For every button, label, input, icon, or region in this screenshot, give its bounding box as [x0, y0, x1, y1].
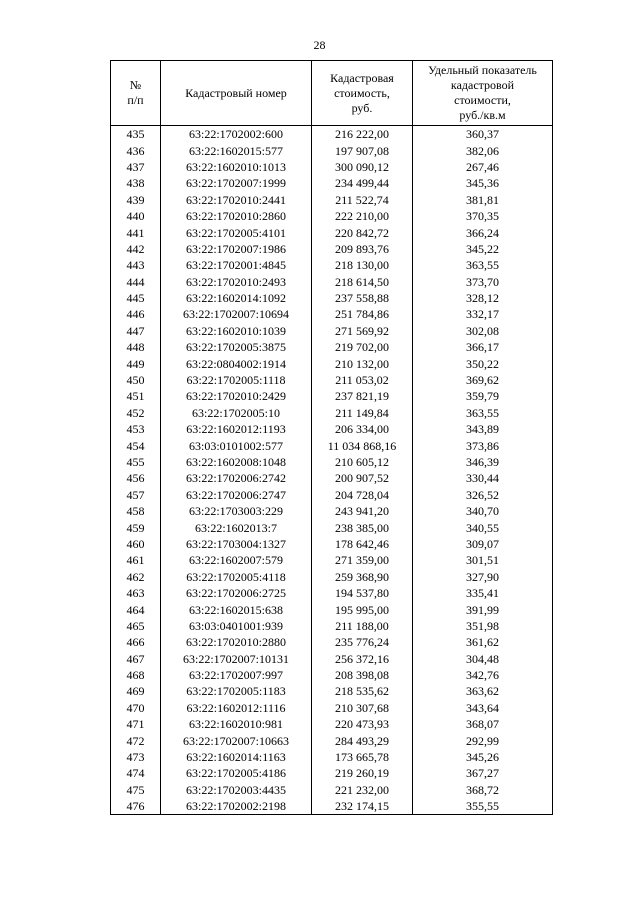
- cell-specific-indicator: 301,51: [413, 552, 553, 568]
- cell-cadastral-cost: 11 034 868,16: [312, 437, 413, 453]
- cell-number: 436: [111, 142, 161, 158]
- cell-specific-indicator: 391,99: [413, 601, 553, 617]
- header-row: [111, 61, 553, 126]
- cell-specific-indicator: 373,86: [413, 437, 553, 453]
- cell-specific-indicator: 332,17: [413, 306, 553, 322]
- cell-specific-indicator: 350,22: [413, 355, 553, 371]
- table-row: [111, 175, 553, 191]
- table-row: [111, 355, 553, 371]
- table-row: [111, 257, 553, 273]
- cell-specific-indicator: 335,41: [413, 585, 553, 601]
- cell-specific-indicator: 345,36: [413, 175, 553, 191]
- cell-cadastral-cost: 197 907,08: [312, 142, 413, 158]
- cell-specific-indicator: 382,06: [413, 142, 553, 158]
- cell-cadastral-number: 63:22:1702006:2725: [161, 585, 312, 601]
- cell-number: 464: [111, 601, 161, 617]
- cell-cadastral-cost: 211 522,74: [312, 192, 413, 208]
- table-row: [111, 683, 553, 699]
- cell-specific-indicator: 351,98: [413, 618, 553, 634]
- cell-specific-indicator: 302,08: [413, 323, 553, 339]
- table-row: [111, 618, 553, 634]
- table-row: [111, 782, 553, 798]
- cell-cadastral-number: 63:22:0804002:1914: [161, 355, 312, 371]
- cell-cadastral-cost: 178 642,46: [312, 536, 413, 552]
- cell-number: 460: [111, 536, 161, 552]
- cell-cadastral-cost: 210 605,12: [312, 454, 413, 470]
- cell-number: 463: [111, 585, 161, 601]
- cell-cadastral-cost: 204 728,04: [312, 487, 413, 503]
- cell-specific-indicator: 368,07: [413, 716, 553, 732]
- cell-cadastral-cost: 220 473,93: [312, 716, 413, 732]
- cell-cadastral-cost: 271 569,92: [312, 323, 413, 339]
- cell-specific-indicator: 330,44: [413, 470, 553, 486]
- table-row: [111, 388, 553, 404]
- cell-number: 473: [111, 749, 161, 765]
- cell-cadastral-number: 63:22:1702010:2860: [161, 208, 312, 224]
- cell-specific-indicator: 361,62: [413, 634, 553, 650]
- table-row: [111, 601, 553, 617]
- cell-number: 449: [111, 355, 161, 371]
- cell-cadastral-cost: 234 499,44: [312, 175, 413, 191]
- table-row: [111, 323, 553, 339]
- cell-number: 459: [111, 519, 161, 535]
- cell-number: 439: [111, 192, 161, 208]
- cell-number: 469: [111, 683, 161, 699]
- cell-number: 454: [111, 437, 161, 453]
- cell-cadastral-cost: 218 130,00: [312, 257, 413, 273]
- table-row: [111, 454, 553, 470]
- cell-number: 451: [111, 388, 161, 404]
- cell-cadastral-cost: 237 558,88: [312, 290, 413, 306]
- cell-cadastral-cost: 200 907,52: [312, 470, 413, 486]
- cell-cadastral-number: 63:22:1602015:577: [161, 142, 312, 158]
- cell-cadastral-cost: 284 493,29: [312, 732, 413, 748]
- cell-cadastral-number: 63:22:1702005:4118: [161, 569, 312, 585]
- cell-cadastral-cost: 195 995,00: [312, 601, 413, 617]
- table-row: [111, 224, 553, 240]
- cell-number: 442: [111, 241, 161, 257]
- cadastral-table: [110, 60, 553, 815]
- cell-cadastral-number: 63:22:1702007:10694: [161, 306, 312, 322]
- cell-number: 445: [111, 290, 161, 306]
- cell-cadastral-cost: 211 053,02: [312, 372, 413, 388]
- cell-cadastral-cost: 173 665,78: [312, 749, 413, 765]
- cell-number: 438: [111, 175, 161, 191]
- cell-number: 453: [111, 421, 161, 437]
- cell-specific-indicator: 326,52: [413, 487, 553, 503]
- cell-cadastral-cost: 221 232,00: [312, 782, 413, 798]
- cell-number: 448: [111, 339, 161, 355]
- table-row: [111, 405, 553, 421]
- cell-specific-indicator: 359,79: [413, 388, 553, 404]
- table-row: [111, 274, 553, 290]
- cell-cadastral-number: 63:22:1702007:10131: [161, 651, 312, 667]
- cell-specific-indicator: 366,17: [413, 339, 553, 355]
- cell-specific-indicator: 304,48: [413, 651, 553, 667]
- cell-cadastral-number: 63:22:1702006:2742: [161, 470, 312, 486]
- table-header: [111, 61, 553, 126]
- cell-specific-indicator: 363,55: [413, 257, 553, 273]
- cell-cadastral-number: 63:22:1702005:1183: [161, 683, 312, 699]
- cell-cadastral-cost: 194 537,80: [312, 585, 413, 601]
- cell-number: 456: [111, 470, 161, 486]
- cell-cadastral-cost: 259 368,90: [312, 569, 413, 585]
- cell-cadastral-cost: 211 149,84: [312, 405, 413, 421]
- cell-specific-indicator: 340,70: [413, 503, 553, 519]
- table-row: [111, 192, 553, 208]
- cell-cadastral-number: 63:22:1703004:1327: [161, 536, 312, 552]
- cell-specific-indicator: 346,39: [413, 454, 553, 470]
- cell-cadastral-number: 63:22:1702007:997: [161, 667, 312, 683]
- table-row: [111, 306, 553, 322]
- cell-cadastral-number: 63:22:1602007:579: [161, 552, 312, 568]
- cell-cadastral-cost: 208 398,08: [312, 667, 413, 683]
- cell-number: 472: [111, 732, 161, 748]
- cell-cadastral-cost: 238 385,00: [312, 519, 413, 535]
- cell-number: 462: [111, 569, 161, 585]
- table-row: [111, 487, 553, 503]
- cell-cadastral-number: 63:22:1702007:10663: [161, 732, 312, 748]
- cell-cadastral-number: 63:22:1702001:4845: [161, 257, 312, 273]
- cell-specific-indicator: 370,35: [413, 208, 553, 224]
- table-row: [111, 536, 553, 552]
- cell-cadastral-number: 63:03:0101002:577: [161, 437, 312, 453]
- cell-cadastral-number: 63:22:1602013:7: [161, 519, 312, 535]
- table-row: [111, 290, 553, 306]
- cell-cadastral-cost: 211 188,00: [312, 618, 413, 634]
- cell-cadastral-cost: 251 784,86: [312, 306, 413, 322]
- table-row: [111, 126, 553, 143]
- cell-cadastral-number: 63:22:1602014:1163: [161, 749, 312, 765]
- cell-cadastral-cost: 243 941,20: [312, 503, 413, 519]
- table-row: [111, 503, 553, 519]
- cell-specific-indicator: 368,72: [413, 782, 553, 798]
- cell-cadastral-cost: 219 702,00: [312, 339, 413, 355]
- cell-cadastral-number: 63:22:1702005:4186: [161, 765, 312, 781]
- cell-cadastral-cost: 219 260,19: [312, 765, 413, 781]
- cell-specific-indicator: 267,46: [413, 159, 553, 175]
- cell-cadastral-number: 63:22:1702005:3875: [161, 339, 312, 355]
- cell-cadastral-number: 63:22:1702005:10: [161, 405, 312, 421]
- cell-cadastral-number: 63:22:1602012:1116: [161, 700, 312, 716]
- cell-specific-indicator: 367,27: [413, 765, 553, 781]
- cell-cadastral-number: 63:22:1702003:4435: [161, 782, 312, 798]
- cell-number: 435: [111, 126, 161, 143]
- table-row: [111, 667, 553, 683]
- cell-cadastral-number: 63:22:1602010:1013: [161, 159, 312, 175]
- cell-cadastral-number: 63:22:1702010:2441: [161, 192, 312, 208]
- cell-cadastral-number: 63:03:0401001:939: [161, 618, 312, 634]
- cell-number: 467: [111, 651, 161, 667]
- cell-cadastral-cost: 232 174,15: [312, 798, 413, 815]
- cell-cadastral-number: 63:22:1703003:229: [161, 503, 312, 519]
- cell-cadastral-cost: 300 090,12: [312, 159, 413, 175]
- cell-cadastral-number: 63:22:1602015:638: [161, 601, 312, 617]
- cell-specific-indicator: 373,70: [413, 274, 553, 290]
- cell-specific-indicator: 327,90: [413, 569, 553, 585]
- cell-cadastral-number: 63:22:1702002:2198: [161, 798, 312, 815]
- cell-cadastral-number: 63:22:1702010:2429: [161, 388, 312, 404]
- cell-cadastral-number: 63:22:1702005:1118: [161, 372, 312, 388]
- cell-cadastral-cost: 220 842,72: [312, 224, 413, 240]
- table-row: [111, 519, 553, 535]
- cell-number: 475: [111, 782, 161, 798]
- cell-number: 440: [111, 208, 161, 224]
- table-row: [111, 142, 553, 158]
- cell-cadastral-cost: 235 776,24: [312, 634, 413, 650]
- table-row: [111, 732, 553, 748]
- table-row: [111, 552, 553, 568]
- table-row: [111, 208, 553, 224]
- header-cadastral-number: Кадастровый номер: [161, 61, 312, 126]
- table-row: [111, 749, 553, 765]
- cell-number: 476: [111, 798, 161, 815]
- cell-cadastral-cost: 210 132,00: [312, 355, 413, 371]
- cell-number: 474: [111, 765, 161, 781]
- cell-cadastral-number: 63:22:1702010:2880: [161, 634, 312, 650]
- cell-cadastral-cost: 210 307,68: [312, 700, 413, 716]
- cell-specific-indicator: 360,37: [413, 126, 553, 143]
- cell-cadastral-number: 63:22:1702005:4101: [161, 224, 312, 240]
- cell-specific-indicator: 381,81: [413, 192, 553, 208]
- cell-specific-indicator: 355,55: [413, 798, 553, 815]
- cell-number: 457: [111, 487, 161, 503]
- cell-number: 461: [111, 552, 161, 568]
- cell-cadastral-cost: 216 222,00: [312, 126, 413, 143]
- header-cadastral-cost: Кадастровая стоимость, руб.: [312, 61, 413, 126]
- cell-specific-indicator: 363,62: [413, 683, 553, 699]
- cell-number: 447: [111, 323, 161, 339]
- cell-cadastral-number: 63:22:1702007:1986: [161, 241, 312, 257]
- cell-specific-indicator: 366,24: [413, 224, 553, 240]
- cell-cadastral-number: 63:22:1602008:1048: [161, 454, 312, 470]
- cell-cadastral-number: 63:22:1702007:1999: [161, 175, 312, 191]
- cell-specific-indicator: 345,26: [413, 749, 553, 765]
- cell-specific-indicator: 343,89: [413, 421, 553, 437]
- cell-cadastral-number: 63:22:1602010:981: [161, 716, 312, 732]
- cell-specific-indicator: 343,64: [413, 700, 553, 716]
- table-body: [111, 126, 553, 815]
- cell-number: 468: [111, 667, 161, 683]
- table-row: [111, 470, 553, 486]
- cell-number: 444: [111, 274, 161, 290]
- cell-cadastral-cost: 209 893,76: [312, 241, 413, 257]
- cell-cadastral-cost: 206 334,00: [312, 421, 413, 437]
- table-row: [111, 700, 553, 716]
- cell-cadastral-number: 63:22:1702002:600: [161, 126, 312, 143]
- cell-cadastral-cost: 218 614,50: [312, 274, 413, 290]
- cell-cadastral-number: 63:22:1602014:1092: [161, 290, 312, 306]
- cell-number: 470: [111, 700, 161, 716]
- cell-cadastral-number: 63:22:1702006:2747: [161, 487, 312, 503]
- table-row: [111, 241, 553, 257]
- cell-number: 446: [111, 306, 161, 322]
- table-row: [111, 634, 553, 650]
- cell-number: 466: [111, 634, 161, 650]
- table-row: [111, 651, 553, 667]
- table-row: [111, 159, 553, 175]
- cell-number: 465: [111, 618, 161, 634]
- cell-number: 471: [111, 716, 161, 732]
- table-row: [111, 798, 553, 815]
- cell-specific-indicator: 340,55: [413, 519, 553, 535]
- cell-cadastral-cost: 222 210,00: [312, 208, 413, 224]
- table-row: [111, 421, 553, 437]
- cell-cadastral-cost: 218 535,62: [312, 683, 413, 699]
- cell-cadastral-cost: 256 372,16: [312, 651, 413, 667]
- cell-specific-indicator: 363,55: [413, 405, 553, 421]
- cell-number: 437: [111, 159, 161, 175]
- cell-specific-indicator: 292,99: [413, 732, 553, 748]
- cell-cadastral-number: 63:22:1702010:2493: [161, 274, 312, 290]
- table-row: [111, 339, 553, 355]
- page-number: 28: [313, 38, 326, 52]
- cell-number: 455: [111, 454, 161, 470]
- cell-cadastral-cost: 237 821,19: [312, 388, 413, 404]
- table-row: [111, 372, 553, 388]
- cell-number: 458: [111, 503, 161, 519]
- cell-specific-indicator: 342,76: [413, 667, 553, 683]
- cell-specific-indicator: 345,22: [413, 241, 553, 257]
- table-row: [111, 437, 553, 453]
- table-row: [111, 716, 553, 732]
- cell-number: 443: [111, 257, 161, 273]
- cell-specific-indicator: 369,62: [413, 372, 553, 388]
- cell-specific-indicator: 328,12: [413, 290, 553, 306]
- table-row: [111, 765, 553, 781]
- cell-cadastral-number: 63:22:1602012:1193: [161, 421, 312, 437]
- table-row: [111, 569, 553, 585]
- cell-number: 450: [111, 372, 161, 388]
- cell-cadastral-cost: 271 359,00: [312, 552, 413, 568]
- header-number: № п/п: [111, 61, 161, 126]
- header-specific-indicator: Удельный показатель кадастровой стоимости, руб./кв.м: [413, 61, 553, 126]
- cell-number: 441: [111, 224, 161, 240]
- cell-cadastral-number: 63:22:1602010:1039: [161, 323, 312, 339]
- cell-number: 452: [111, 405, 161, 421]
- cell-specific-indicator: 309,07: [413, 536, 553, 552]
- table-row: [111, 585, 553, 601]
